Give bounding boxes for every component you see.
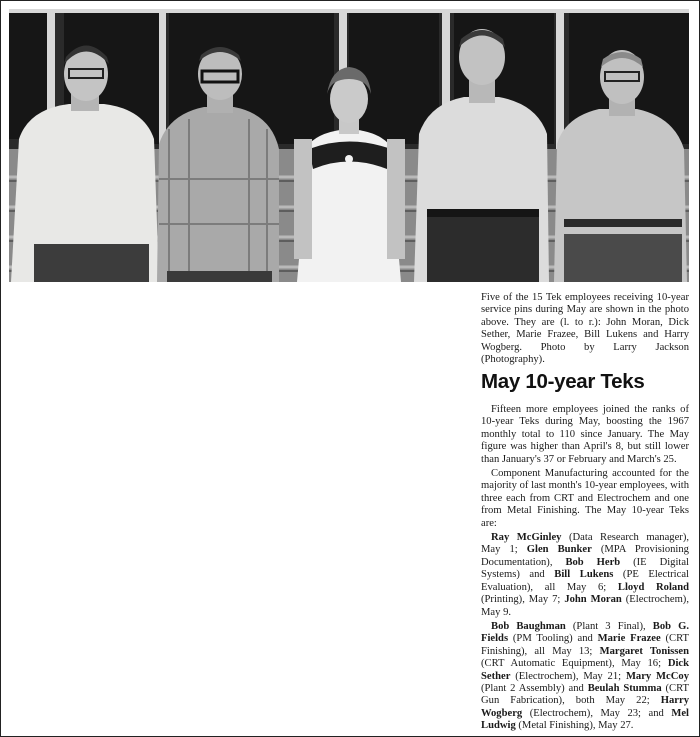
honoree-name: Mary McCoy [625,670,690,682]
honoree-name: Bob G. Fields [481,620,689,645]
honoree-detail: (CRT Gun Fabrication), both May 22; [481,682,689,707]
honoree-detail: (Electrochem), May 21; [510,670,626,682]
honoree-name: Margaret Tonissen [599,645,689,657]
honoree-name: Ray McGinley [491,532,562,544]
honoree-detail: (IE Digital Systems) and [481,556,689,581]
honoree-name: Lloyd Roland [617,581,689,593]
honoree-name: Beulah Stumma [587,682,662,694]
article-headline: May 10-year Teks [481,370,645,393]
photo-caption: Five of the 15 Tek employees receiving 10-year service pins during May are shown in the photo above. They are (l. to r.): John Moran, Dick Sether, Marie Frazee, Bill Lukens and Harry Wogberg. Photo by Larry Jackson (Photography). [481,292,689,366]
honoree-name: Harry Wogberg [481,695,689,719]
honoree-detail: (Plant 3 Final), [565,620,653,632]
honoree-detail: (CRT Automatic Equipment), May 16; [481,658,668,670]
honoree-detail: (Data Research manager), May 1; [481,532,689,556]
honoree-name: Bill Lukens [554,569,614,581]
honoree-name: Marie Frazee [597,633,661,645]
article-paragraph: Fifteen more employees joined the ranks of 10-year Teks during May, boosting the 1967 monthly total to 110 since January. The May figure was higher than April's 8, but still lower than January's 37 or February and March's 25. [481,404,689,465]
honoree-detail: (Electrochem), May 9. [481,594,689,618]
honoree-name: Dick Sether [481,658,689,682]
honoree-name: Bob Baughman [491,620,566,632]
honoree-name: John Moran [564,594,622,606]
article-body [481,404,689,735]
honoree-detail: (PM Tooling) and [508,633,598,645]
honoree-detail: (MPA Provisioning Documentation), [481,544,689,568]
honoree-detail: (PE Electrical Evaluation), all May 6; [481,569,689,593]
honoree-detail: (Plant 2 Assembly) and [481,682,588,694]
honoree-detail: (CRT Finishing), all May 13; [481,633,689,657]
group-photo [9,9,689,282]
honoree-list-2 [481,621,689,733]
article-paragraph: Component Manufacturing accounted for the majority of last month's 10-year employees, with three each from CRT and Electrochem and one from Metal Finishing. The May 10-year Teks are: [481,468,689,529]
honoree-detail: (Metal Finishing), May 27. [515,720,634,732]
honoree-detail: (Electrochem), May 23; and [522,707,672,719]
honoree-name: Glen Bunker [526,544,592,556]
honoree-detail: (Printing), May 7; [481,594,565,606]
honoree-list-1 [481,532,689,619]
honoree-name: Bob Herb [565,556,621,568]
honoree-name: Mel Ludwig [481,707,689,732]
